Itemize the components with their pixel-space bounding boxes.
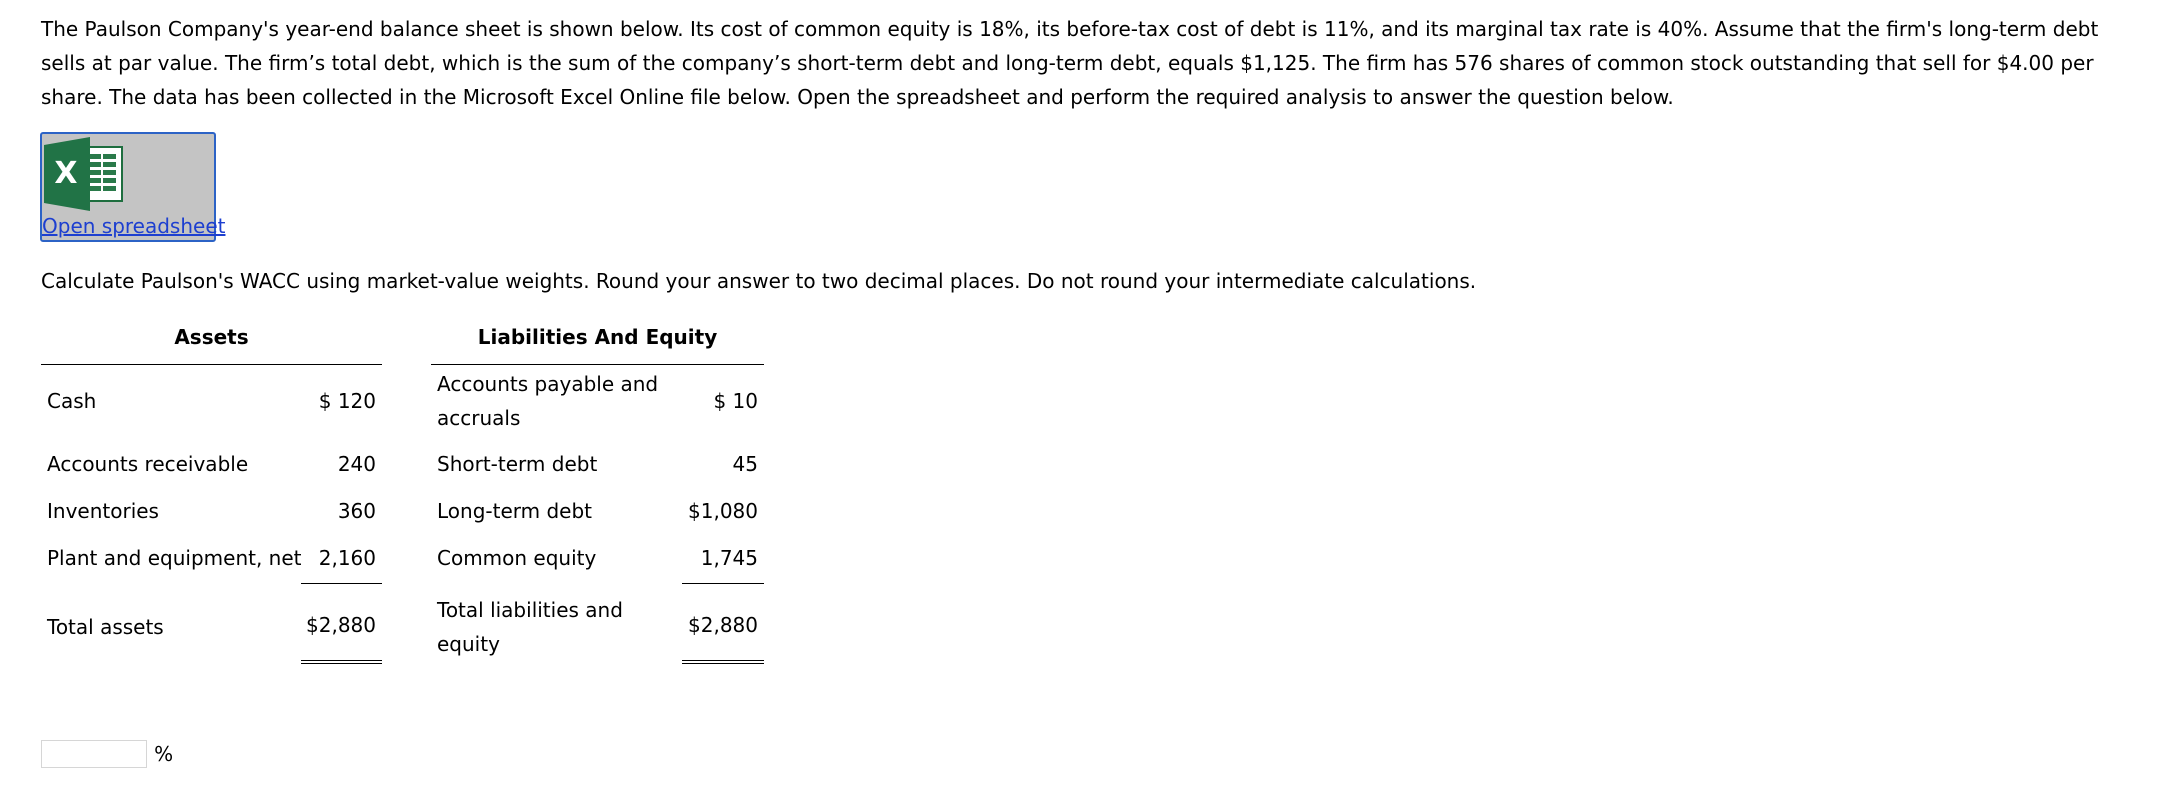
asset-label-receivables: Accounts receivable (47, 452, 249, 476)
open-spreadsheet-button[interactable] (40, 132, 226, 242)
liability-label-payables: Accounts payable and accruals (437, 372, 659, 430)
assets-subtotal-rule (301, 583, 382, 584)
assets-header: Assets (41, 320, 382, 365)
excel-icon (44, 137, 124, 211)
liabilities-total-double-rule (682, 660, 764, 664)
asset-value-cash: $ 120 (318, 389, 376, 413)
liabilities-header: Liabilities And Equity (431, 320, 764, 365)
asset-value-inventories: 360 (337, 499, 376, 523)
asset-label-total: Total assets (47, 615, 164, 639)
percent-unit-label: % (154, 742, 174, 766)
balance-sheet (41, 320, 781, 680)
asset-label-plant: Plant and equipment, net (47, 546, 302, 570)
liability-label-common-equity: Common equity (437, 546, 597, 570)
asset-value-total: $2,880 (306, 613, 376, 637)
liabilities-subtotal-rule (682, 583, 764, 584)
liability-label-total: Total liabilities and equity (437, 598, 623, 656)
liability-value-payables: $ 10 (713, 389, 758, 413)
answer-row (41, 740, 173, 772)
asset-value-receivables: 240 (337, 452, 376, 476)
liability-value-short-term-debt: 45 (732, 452, 758, 476)
liability-value-long-term-debt: $1,080 (688, 499, 758, 523)
question-text: Calculate Paulson's WACC using market-value weights. Round your answer to two decimal places. Do not round your intermediate calculations. (41, 269, 1477, 293)
wacc-answer-input[interactable] (41, 740, 147, 768)
problem-intro: The Paulson Company's year-end balance sheet is shown below. Its cost of common equity is 18%, its before-tax cost of debt is 11%, and its marginal tax rate is 40%. Assume that the firm's long-term debt sells at par value. The firm’s total debt, which is the sum of the company’s short-term debt and long-term debt, equals $1,125. The firm has 576 shares of common stock outstanding that sell for $4.00 per share. The data has been collected in the Microsoft Excel Online file below. Open the spreadsheet and perform the required analysis to answer the question below. (41, 17, 2099, 109)
liability-value-total: $2,880 (688, 613, 758, 637)
excel-icon-letter: X (54, 156, 78, 191)
liability-label-long-term-debt: Long-term debt (437, 499, 593, 523)
liability-value-common-equity: 1,745 (700, 546, 758, 570)
asset-label-cash: Cash (47, 389, 97, 413)
asset-label-inventories: Inventories (47, 499, 159, 523)
open-spreadsheet-link[interactable]: Open spreadsheet (42, 214, 226, 238)
liability-label-short-term-debt: Short-term debt (437, 452, 598, 476)
assets-total-double-rule (301, 660, 382, 664)
asset-value-plant: 2,160 (318, 546, 376, 570)
